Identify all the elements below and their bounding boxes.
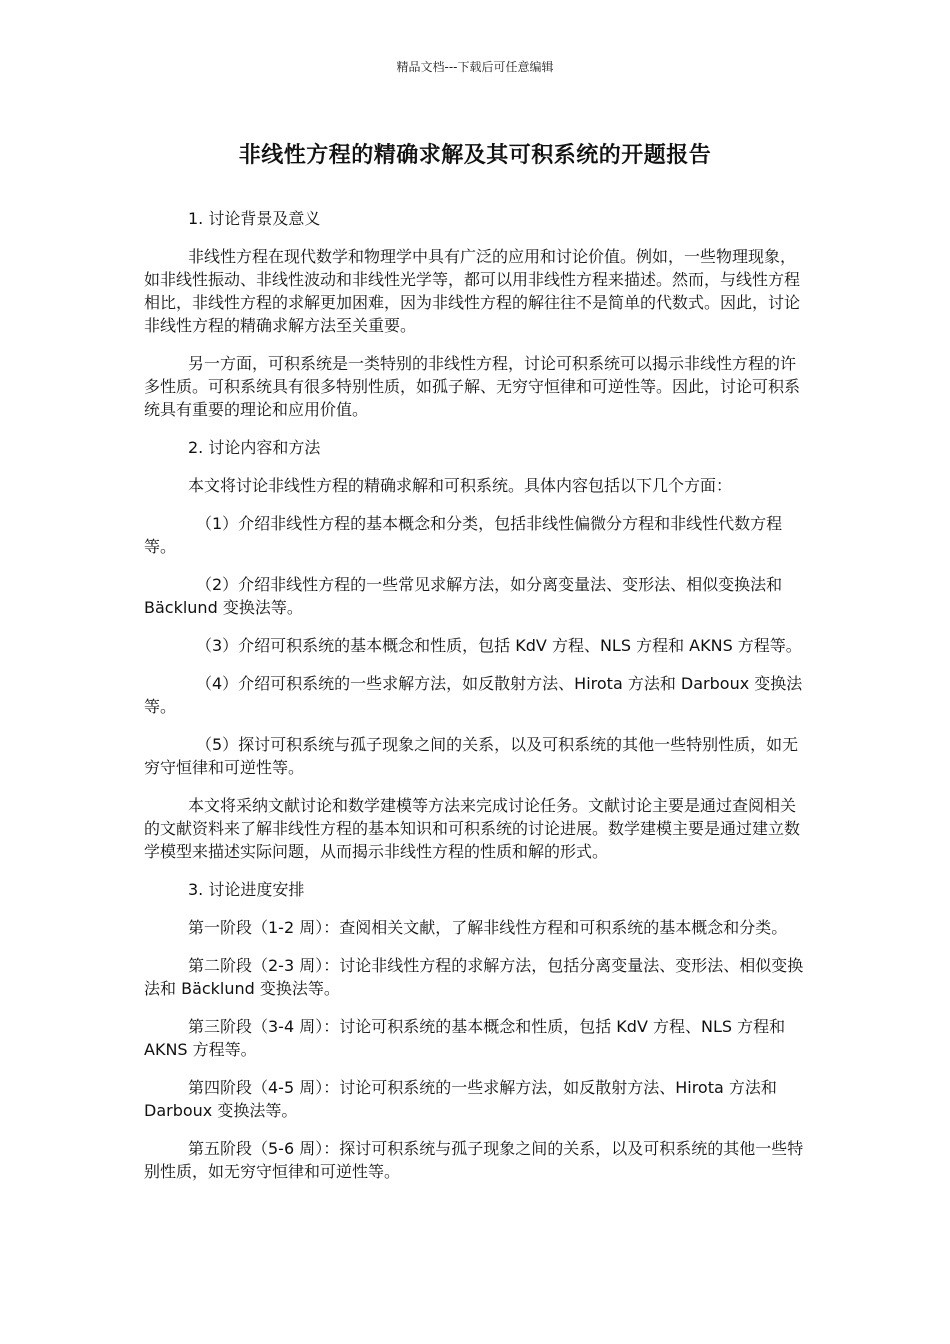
- paragraph: 本文将采纳文献讨论和数学建模等方法来完成讨论任务。文献讨论主要是通过查阅相关的文献资料来了解非线性方程的基本知识和可积系统的讨论进展。数学建模主要是通过建立数学模型来描述实际问题，从而揭示非线性方程的性质和解的形式。: [144, 796, 801, 861]
- header-note: 精品文档---下载后可任意编辑: [396, 60, 554, 74]
- list-item: （5）探讨可积系统与孤子现象之间的关系，以及可积系统的其他一些特别性质，如无穷守恒律和可逆性等。: [144, 735, 799, 777]
- schedule-item: 第四阶段（4-5 周）：讨论可积系统的一些求解方法，如反散射方法、Hirota 方法和 Darboux 变换法等。: [144, 1078, 777, 1120]
- section-heading-2: 2. 讨论内容和方法: [188, 438, 321, 457]
- paragraph: 本文将讨论非线性方程的精确求解和可积系统。具体内容包括以下几个方面：: [188, 476, 733, 495]
- schedule-item: 第二阶段（2-3 周）：讨论非线性方程的求解方法，包括分离变量法、变形法、相似变换法和 Bäcklund 变换法等。: [144, 956, 804, 998]
- section-heading-3: 3. 讨论进度安排: [188, 880, 305, 899]
- list-item: （4）介绍可积系统的一些求解方法，如反散射方法、Hirota 方法和 Darboux 变换法等。: [144, 674, 803, 716]
- list-item: （1）介绍非线性方程的基本概念和分类，包括非线性偏微分方程和非线性代数方程等。: [144, 514, 783, 556]
- paragraph: 非线性方程在现代数学和物理学中具有广泛的应用和讨论价值。例如，一些物理现象，如非线性振动、非线性波动和非线性光学等，都可以用非线性方程来描述。然而，与线性方程相比，非线性方程的求解更加困难，因为非线性方程的解往往不是简单的代数式。因此，讨论非线性方程的精确求解方法至关重要。: [144, 247, 801, 335]
- document-title: 非线性方程的精确求解及其可积系统的开题报告: [238, 143, 712, 168]
- paragraph: 另一方面，可积系统是一类特别的非线性方程，讨论可积系统可以揭示非线性方程的许多性质。可积系统具有很多特别性质，如孤子解、无穷守恒律和可逆性等。因此，讨论可积系统具有重要的理论和应用价值。: [144, 354, 801, 419]
- list-item: （2）介绍非线性方程的一些常见求解方法，如分离变量法、变形法、相似变换法和 Bäcklund 变换法等。: [144, 575, 783, 617]
- document-body: [144, 207, 808, 1198]
- schedule-item: 第三阶段（3-4 周）：讨论可积系统的基本概念和性质，包括 KdV 方程、NLS 方程和 AKNS 方程等。: [144, 1017, 786, 1059]
- schedule-item: 第一阶段（1-2 周）：查阅相关文献，了解非线性方程和可积系统的基本概念和分类。: [188, 918, 788, 937]
- section-heading-1: 1. 讨论背景及意义: [188, 209, 321, 228]
- schedule-item: 第五阶段（5-6 周）：探讨可积系统与孤子现象之间的关系，以及可积系统的其他一些特别性质，如无穷守恒律和可逆性等。: [144, 1139, 804, 1181]
- list-item: （3）介绍可积系统的基本概念和性质，包括 KdV 方程、NLS 方程和 AKNS 方程等。: [196, 636, 802, 655]
